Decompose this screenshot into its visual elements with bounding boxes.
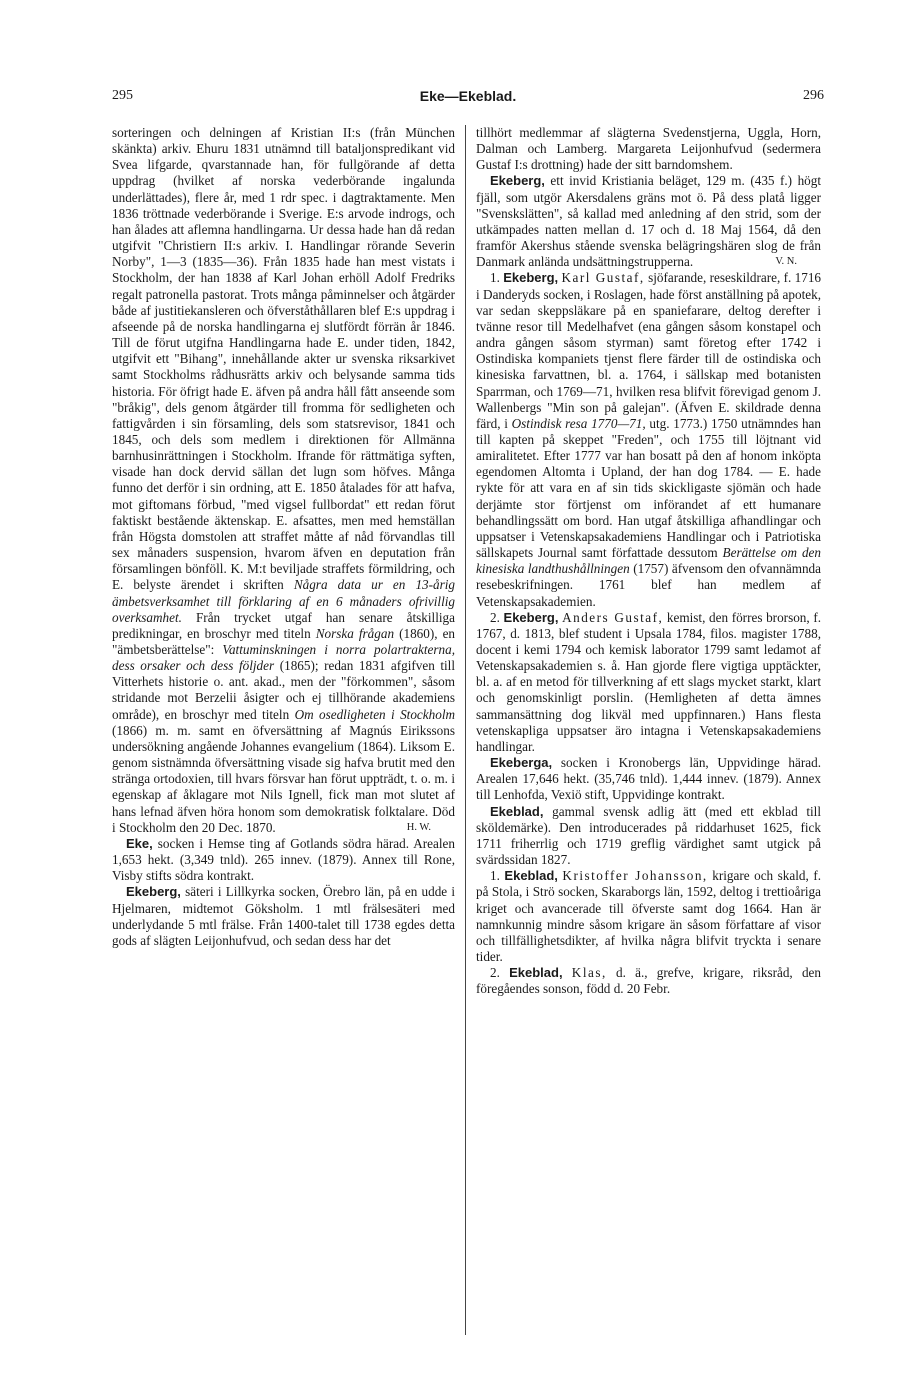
entry-ekeblad: Ekeblad, gammal svensk adlig ätt (med ett ekblad till sköldemärke). Den introducerades på riddarhuset 1625, fick 1711 friherrlig och 1719 greflig värdighet samt utgick på svärdssidan 1827. bbox=[476, 803, 821, 868]
page-number-left: 295 bbox=[112, 88, 133, 103]
left-column bbox=[112, 125, 455, 1340]
headword: Ekeberga, bbox=[490, 755, 553, 771]
entry-ekeberg-anders-gustaf: 2. Ekeberg, Anders Gustaf, kemist, den förres brorson, f. 1767, d. 1813, blef student i Upsala 1784, filos. magister 1788, docent i kemi 1794 och kemisk laborator 1799 samt ledamot af Vetenskapsakademien s. å. Han gjorde flere vigtiga upptäckter, bl. a. af en metod för tillverkning af ett slags mycket starkt, klart och genomskinligt porslin. (Hemligheten af detta ämnes sammansättning dog likväl med uppfinnaren.) Hans flesta vetenskapliga uppsatser äro intagna i Vetenskapsakademiens handlingar. bbox=[476, 609, 821, 754]
headword: Ekeberg, bbox=[503, 270, 559, 286]
entry-ekeberg-karl-gustaf: 1. Ekeberg, Karl Gustaf, sjöfarande, reseskildrare, f. 1716 i Danderyds socken, i Roslagen, hade först anställning på apotek, var sedan skeppsläkare på en spaniefarare, deltog derefter i tvänne resor till Medelhafvet (ena gången såsom konstapel och andra gången såsom styrman) samt företog efter 1742 i Ostindiska kompaniets tjenst flere färder till de ostindiska och kinesiska farvattnen, bl. a. 1764, i sällskap med botanisten Sparrman, och 1769—71, hvilken resa blifvit förevigad genom J. Wallenbergs "Min son på galejan". (Äfven E. skildrade denna färd, i Ostindisk resa 1770—71, utg. 1773.) 1750 utnämndes han till kapten på skeppet "Freden", och 1755 till löjtnant vid amiralitetet. Efter 1777 var han bosatt på den af honom inköpta egendomen Altomta i Upland, der han dog 1784. — E. hade rykte för att vara en af sin tids skickligaste sjömän och hade derjämte stor förtjenst om införandet af ett humanare behandlingssätt om bord. Han utgaf åtskilliga afhandlingar och uppsatser i Vetenskapsakademiens Handlingar och i Patriotiska sällskapets Journal samt författade dessutom Berättelse om den kinesiska landthushållningen (1757) äfvensom den ofvannämnda resebeskrifningen. 1761 blef han medlem af Vetenskapsakademien. bbox=[476, 270, 821, 609]
author-signature: H. W. bbox=[406, 821, 431, 833]
entry-ekeblad-klas: 2. Ekeblad, Klas, d. ä., grefve, krigare, riksråd, den föregåendes sonson, född d. 20 Febr. bbox=[476, 965, 821, 997]
entry-ekeblad-kristoffer: 1. Ekeblad, Kristoffer Johansson, krigare och skald, f. på Stola, i Strö socken, Skaraborgs län, 1592, deltog i trettioåriga kriget och avancerade till öfverste samt dog 1664. Han är namnkunnig mindre såsom krigare än såsom författare af visor och tillfällighetsdikter, af hvilka några blifvit tryckta i senare tider. bbox=[476, 868, 821, 964]
headword: Ekeblad, bbox=[509, 965, 563, 981]
page-header bbox=[112, 88, 824, 108]
entry-ekeberga: Ekeberga, socken i Kronobergs län, Uppvidinge härad. Arealen 17,646 hekt. (35,746 tnld). 1,444 innev. (1879). Annex till Lenhofda, Vexiö stift, Uppvidinge kontrakt. bbox=[476, 755, 821, 803]
page-number-right: 296 bbox=[803, 88, 824, 103]
headword: Ekeberg, bbox=[503, 609, 559, 625]
person-name: Karl Gustaf, bbox=[561, 270, 645, 286]
entry-continuation: tillhört medlemmar af slägterna Svedenstjerna, Uggla, Horn, Dalman och Lamberg. Margareta Leijonhufvud (sedermera Gustaf I:s drottning) hade der sitt barndomshem. bbox=[476, 125, 821, 173]
author-signature: V. N. bbox=[775, 256, 797, 268]
headword: Ekeberg, bbox=[126, 884, 181, 900]
right-column bbox=[476, 125, 821, 1340]
headword: Ekeberg, bbox=[490, 173, 545, 189]
entry-continuation: sorteringen och delningen af Kristian II:s (från München skänkta) arkiv. Ehuru 1831 utnämnd till bataljonspredikant vid Svea lifgarde, qvarstannade han, för fullgörande af detta uppdrag (hvilket af norska vederbörande ingalunda underlättades), flere år, med 1 rdr spec. i dagtraktamente. Men 1836 tröttnade vederbörande i Sverige. E:s arvode indrogs, och han ålades att aflemna handlingarna. Ur dessa hade han då redan utgifvit "Christiern II:s arkiv. I. Handlingar rörande Severin Norby", 1—3 (1835—36). Från 1835 hade han mest vistats i Stockholm, der han 1838 af Karl Johan erhöll Adolf Fredriks regalt patronella pastorat. Trots många påminnelser och åtgärder både af justitiekansleren och öfverståthållaren blef E:s uppdrag i afseende på de norska handlingarna ej slutfördt förrän år 1846. Till de förut utgifna Handlingarna hade E. under tiden, 1842, utgifvit ett "Bihang", innehållande akter ur svenska riksarkivet samt Stockholms rådhusrätts arkiv och belysande samma tids historia. För öfrigt hade E. äfven på andra håll fått anseende som "bråkig", dels genom åtgärder till fromma för sedligheten och fattigvården i sin församling, dels som statsrevisor, 1841 och 1845, och dels som medlem i direktionen för Allmänna barnhusinrättningen i Stockholm. Ifrande för rättmätiga syften, visade han dock dervid sällan det lugn som höfves. Många funno det derför i sin ordning, att E. 1850 åtalades för att hafva, mot giftomans förbud, "med vigsel fullbordat" ett redan förut faktiskt bestående äktenskap. E. afsattes, men med hemställan från Högsta domstolen att straffet måtte af nåd förvandlas till sex månaders suspension, hvarom äfven en deputation från församlingen bönföll. K. M:t beviljade straffets förmildring, och E. belyste ärendet i skriften Några data ur en 13-årig ämbetsverksamhet till förklaring af en 6 månaders ofrivillig overksamhet. Från trycket utgaf han senare åtskilliga predikningar, en broschyr med titeln Norska frågan (1860), en "ämbetsberättelse": Vattuminskningen i norra polartrakterna, dess orsaker och dess följder (1865); redan 1831 afgifven till Vitterhets historie o. ant. akad., men der "förkommen", såsom stridande mot Berzelii åsigter och ej tillhörande akademiens område), en broschyr med titeln Om osedligheten i Stockholm (1866) m. m. samt en öfversättning af Magnús Eirikssons undersökning angående Johannes evangelium (1864). Liksom E. genom sistnämnda öfversättning visade sig hafva brutit med den stränga ortodoxien, till hvars försvar han förut uppträdt, t. o. m. i egenskap af åklagare mot Nils Ignell, fick man mot slutet af hans lefnad äfven höra honom som demokratisk folktalare. Död i Stockholm den 20 Dec. 1870. H. W. bbox=[112, 125, 455, 835]
entry-eke: Eke, socken i Hemse ting af Gotlands södra härad. Arealen 1,653 hekt. (3,349 tnld). 265 innev. (1879). Annex till Rone, Visby stifts södra kontrakt. bbox=[112, 835, 455, 884]
running-title: Eke—Ekeblad. bbox=[419, 88, 517, 104]
person-name: Kristoffer Johansson, bbox=[562, 868, 708, 884]
person-name: Anders Gustaf, bbox=[562, 609, 664, 625]
headword: Eke, bbox=[126, 835, 153, 851]
column-divider bbox=[465, 125, 466, 1335]
headword: Ekeblad, bbox=[504, 868, 558, 884]
headword: Ekeblad, bbox=[490, 803, 544, 819]
entry-ekeberg-fjall: Ekeberg, ett invid Kristiania beläget, 129 m. (435 f.) högt fjäll, som utgör Akersdalens gräns mot ö. På dess platå ligger "Svenskslätten", så kallad med anledning af den strid, som der utkämpades natten mellan d. 17 och d. 18 Maj 1564, då den framför Akershus stående svenska belägringshären slog de från Danmark anlända undsättningstrupperna. V. N. bbox=[476, 173, 821, 270]
entry-ekeberg-sateri: Ekeberg, säteri i Lillkyrka socken, Örebro län, på en udde i Hjelmaren, midtemot Göksholm. 1 mtl frälsesäteri med underlydande 5 mtl frälse. Från 1400-talet till 1738 egdes detta gods af slägten Leijonhufvud, och sedan dess har det bbox=[112, 884, 455, 948]
person-name: Klas, bbox=[571, 965, 607, 981]
